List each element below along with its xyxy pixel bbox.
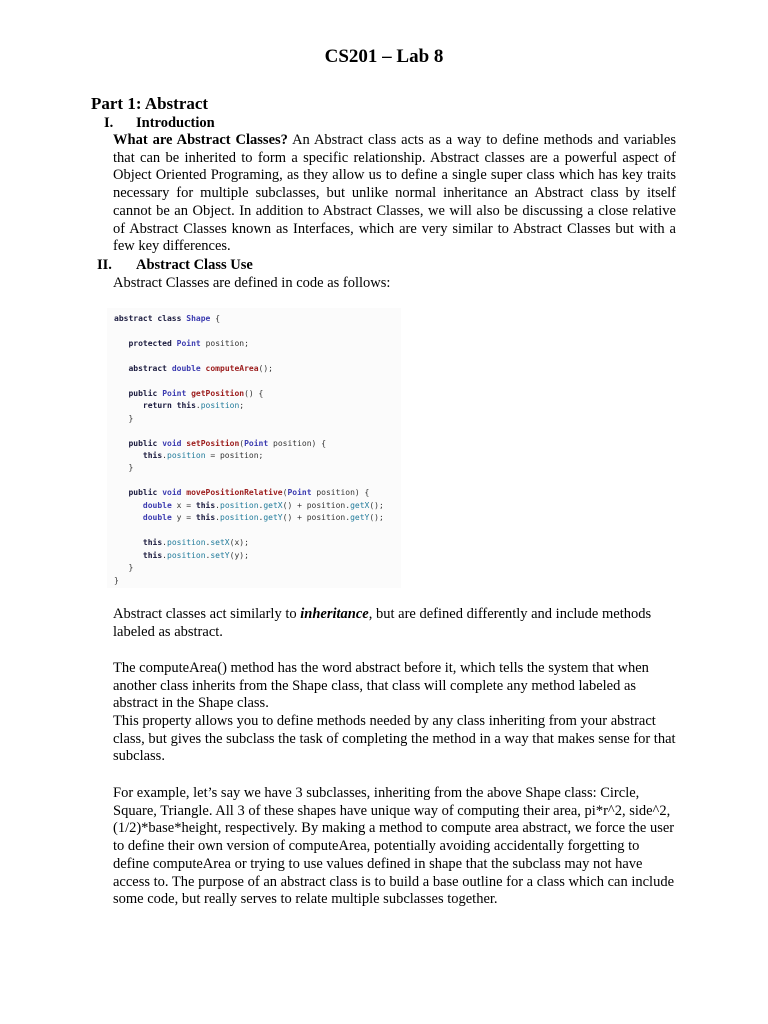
intro-paragraph <box>113 132 676 256</box>
intro-lead: What are Abstract Classes? <box>113 132 288 148</box>
paragraph-compute-area: The computeArea() method has the word abstract before it, which tells the system that when another class inherits from the Shape class, that class will complete any method labeled as abstract in the Shape class. <box>113 660 649 712</box>
section-title: Abstract Class Use <box>136 257 253 273</box>
part-heading: Part 1: Abstract <box>91 94 209 113</box>
emphasis-inheritance: inheritance <box>300 606 369 622</box>
code-snippet: abstract class Shape { protected Point position; abstract double computeArea(); public Point getPosition() { return this.position; } public void setPosition(Point position) { this.position = position; } public void movePositionRelative(Point position) { double x = this.position.getX() + position.getX(); double y = this.position.getY() + position.getY(); this.position.setX(x); this.position.setY(y); } } <box>107 308 401 588</box>
page-title: CS201 – Lab 8 <box>324 46 444 67</box>
paragraph-inheritance: Abstract classes act similarly to inheritance, but are defined differently and include methods labeled as abstract. <box>113 606 652 640</box>
section-number: II. <box>97 257 112 273</box>
usage-intro: Abstract Classes are defined in code as follows: <box>113 275 391 291</box>
section-title: Introduction <box>136 115 215 131</box>
section-number: I. <box>104 115 114 131</box>
paragraph-example: For example, let’s say we have 3 subclasses, inheriting from the above Shape class: Circle, Square, Triangle. All 3 of these shapes have unique way of computing their area, pi*r^2, side^2, (1/2)*base*height, respectively. By making a method to compute area abstract, we force the user to define their own version of computeArea, potentially avoiding accidentally forgetting to define computeArea or trying to use values defined in shape that the subclass may not have access to. The purpose of an abstract class is to build a base outline for a class which can include some code, but really serves to relate multiple subclasses together. <box>113 785 675 908</box>
paragraph-property: This property allows you to define methods needed by any class inheriting from your abstract class, but gives the subclass the task of completing the method in a way that makes sense for that subclass. <box>113 713 676 765</box>
intro-text: An Abstract class acts as a way to define methods and variables that can be inherited to form a specific relationship. Abstract classes are a powerful aspect of Object Oriented Programing, as they allow us to define a single super class which has key traits necessary for multiple subclasses, but unlike normal inheritance an Abstract class by itself cannot be an Object. In addition to Abstract Classes, we will also be discussing a close relative of Abstract Classes known as Interfaces, which are very similar to Abstract Classes but with a few key differences. <box>113 132 676 255</box>
